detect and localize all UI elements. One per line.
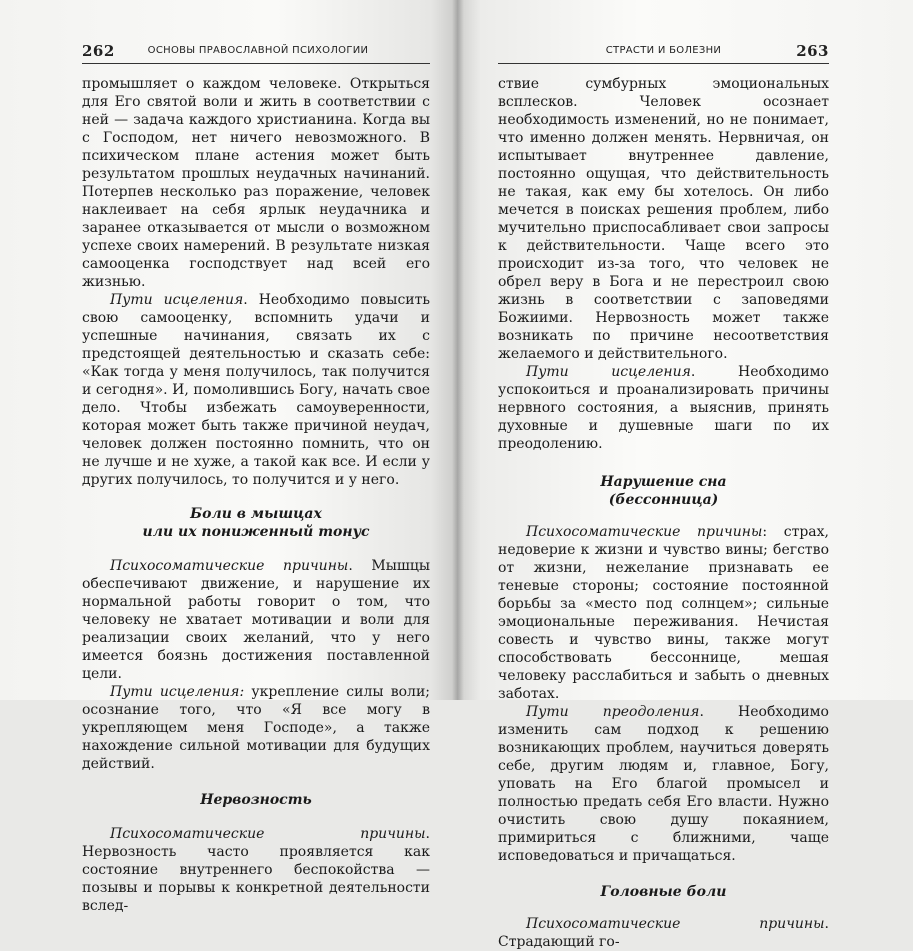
paragraph bbox=[82, 825, 430, 915]
paragraph-text: . Страдающий го- bbox=[498, 916, 829, 950]
paragraph-label: Пути преодоления bbox=[526, 704, 700, 720]
paragraph bbox=[498, 363, 829, 453]
header-rule bbox=[82, 63, 430, 64]
paragraph bbox=[82, 291, 430, 489]
paragraph bbox=[498, 523, 829, 703]
paragraph-text: . Необходимо успокоиться и проанализировать причины нервного состояния, а выяснив, принять духовные и душевные шаги по их преодолению. bbox=[498, 364, 829, 452]
page-number: 262 bbox=[82, 42, 115, 60]
header-rule bbox=[498, 63, 829, 64]
paragraph-label: Психосоматические причины bbox=[110, 826, 426, 842]
heading-line: Головные боли bbox=[600, 884, 727, 900]
paragraph-label: Пути исцеления: bbox=[110, 684, 245, 700]
paragraph bbox=[498, 703, 829, 865]
section-heading bbox=[498, 473, 829, 509]
paragraph-text: укрепление силы воли; осознание того, что «Я все могу в укрепляющем меня Господе», а также нахождение сильной мотивации для будущих действий. bbox=[82, 684, 430, 772]
right-page-body bbox=[498, 75, 829, 951]
paragraph-label: Психосоматические причины bbox=[110, 558, 349, 574]
paragraph-text: . Мышцы обеспечивают движение, и нарушение их нормальной работы говорит о том, что человеку не хватает мотивации и воли для реализации своих желаний, что у него имеется боязнь достижения поставленной цели. bbox=[82, 558, 430, 682]
section-heading bbox=[498, 883, 829, 901]
paragraph-label: Психосоматические причины bbox=[526, 916, 825, 932]
running-title: СТРАСТИ И БОЛЕЗНИ bbox=[605, 45, 722, 56]
left-page-header bbox=[82, 42, 434, 64]
paragraph: ствие сумбурных эмоциональных всплесков. Человек осознает необходимость изменений, но не понимает, что именно должен менять. Нервничая, он испытывает внутреннее давление, постоянно ощущая, что действительность не такая, как ему бы хотелось. Он либо мечется в поисках решения проблем, либо мучительно приспосабливает свои запросы к действительности. Чаще всего это происходит из-за того, что человек не обрел веру в Бога и не перестроил свою жизнь в соответствии с заповедями Божиими. Нервозность может также возникать по причине несоответствия желаемого и действительного. bbox=[498, 76, 829, 362]
page-number: 263 bbox=[796, 42, 829, 60]
section-heading bbox=[82, 791, 430, 809]
paragraph-text: . Необходимо изменить сам подход к решению возникающих проблем, научиться доверять себе, другим людям и, главное, Богу, уповать на Его благой промысел и полностью предать себя Его власти. Нужно очистить свою душу покаянием, примириться с ближними, чаще исповедоваться и причащаться. bbox=[498, 704, 829, 864]
paragraph-text: . Необходимо повысить свою самооценку, вспомнить удачи и успешные начинания, связать их с предстоящей деятельностью и сказать себе: «Как тогда у меня получилось, так получится и сегодня». И, помолившись Богу, начать свое дело. Чтобы избежать самоуверенности, которая может быть также причиной неудач, человек должен постоянно помнить, что он не лучше и не хуже, а такой как все. И если у других получилось, то получится и у него. bbox=[82, 292, 430, 488]
heading-line: (бессонница) bbox=[608, 492, 719, 508]
section-heading bbox=[82, 505, 430, 541]
book-gutter bbox=[452, 0, 464, 700]
running-title: ОСНОВЫ ПРАВОСЛАВНОЙ ПСИХОЛОГИИ bbox=[147, 45, 369, 56]
paragraph: промышляет о каждом человеке. Открыться для Его святой воли и жить в соответствии с ней — задача каждого христианина. Когда вы с Господом, нет ничего невозможного. В психическом плане астения может быть результатом прошлых неудачных начинаний. Потерпев несколько раз поражение, человек наклеивает на себя ярлык неудачника и заранее отказывается от мысли о возможном успехе своих намерений. В результате низкая самооценка господствует над всей его жизнью. bbox=[82, 76, 430, 290]
right-page bbox=[458, 0, 913, 950]
left-page bbox=[0, 0, 458, 914]
paragraph-label: Психосоматические причины bbox=[526, 524, 763, 540]
paragraph-label: Пути исцеления bbox=[526, 364, 691, 380]
right-page-header bbox=[498, 42, 829, 64]
paragraph-text: . Нервозность часто проявляется как состояние внутреннего беспокойства — позывы и порывы к конкретной деятельности вслед- bbox=[82, 826, 430, 914]
heading-line: или их пониженный тонус bbox=[142, 524, 370, 540]
heading-line: Нервозность bbox=[200, 792, 312, 808]
left-page-body bbox=[82, 75, 430, 915]
heading-line: Боли в мышцах bbox=[190, 506, 322, 522]
heading-line: Нарушение сна bbox=[600, 474, 727, 490]
paragraph bbox=[82, 557, 430, 683]
paragraph bbox=[82, 683, 430, 773]
paragraph-text: : страх, недоверие к жизни и чувство вины; бегство от жизни, нежелание признавать ее теневые стороны; состояние постоянной борьбы за «место под солнцем»; сильные эмоциональные переживания. Нечистая совесть и чувство вины, также могут способствовать бессоннице, мешая человеку расслабиться и забыть о дневных заботах. bbox=[498, 524, 829, 702]
paragraph bbox=[498, 915, 829, 951]
paragraph-label: Пути исцеления bbox=[110, 292, 244, 308]
